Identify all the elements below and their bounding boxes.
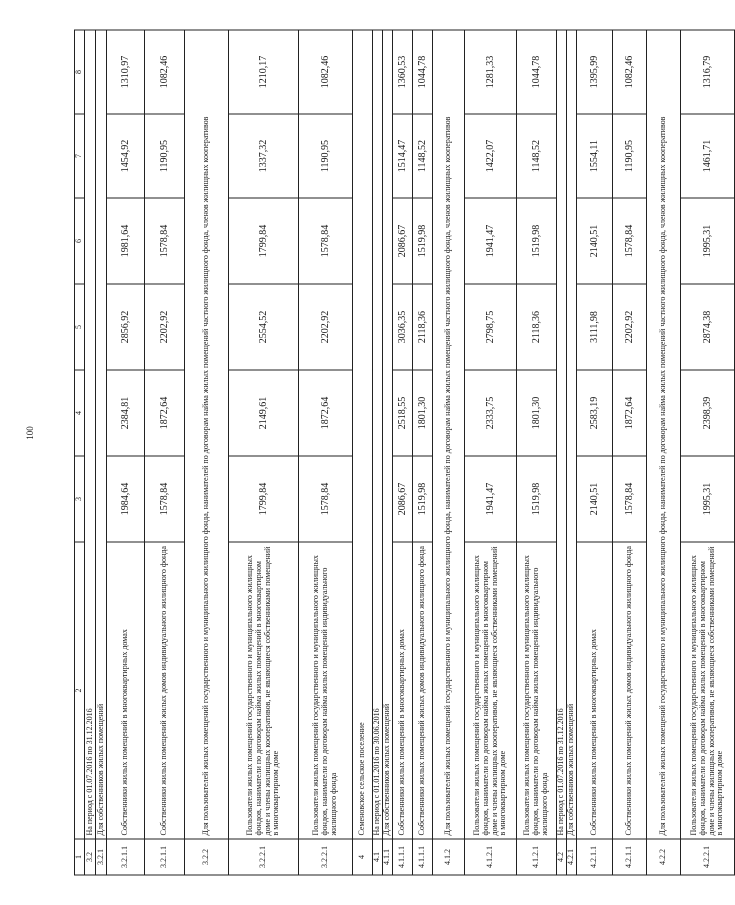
row-description: Собственники жилых помещений жилых домов индивидуального жилищного фонда xyxy=(145,542,185,839)
tariff-value: 1148,52 xyxy=(413,114,433,198)
row-code: 3.2.1 xyxy=(96,839,107,875)
tariff-value: 3036,35 xyxy=(393,284,413,370)
tariff-value: 2554,52 xyxy=(229,284,299,370)
row-code: 4.1.2.1 xyxy=(517,839,557,875)
tariff-value: 1337,32 xyxy=(229,114,299,198)
tariff-value: 1190,95 xyxy=(299,114,353,198)
tariff-value: 1872,64 xyxy=(613,370,647,456)
tariff-value: 2398,39 xyxy=(681,370,735,456)
section-title: На период с 01.01.2016 по 30.06.2016 xyxy=(373,30,383,839)
row-code: 4.1.1 xyxy=(383,839,393,875)
section-title: Для пользователей жилых помещений государственного и муниципального жилищного фонда, нанимателей по договорам найма жилых помещений частного жилищного фонда, членов жилищных кооперативов xyxy=(433,30,465,839)
tariff-value: 1519,98 xyxy=(517,198,557,284)
tariff-value: 1578,84 xyxy=(145,198,185,284)
tariff-value: 1316,79 xyxy=(681,30,735,114)
row-code: 4.1.2 xyxy=(433,839,465,875)
tariff-value: 1995,31 xyxy=(681,456,735,542)
tariff-value: 1422,07 xyxy=(465,114,517,198)
table-row xyxy=(577,30,613,875)
row-description: Собственники жилых помещений в многоквартирных домах xyxy=(577,542,613,839)
table-row xyxy=(229,30,299,875)
section-row xyxy=(433,30,465,875)
section-row xyxy=(567,30,577,875)
tariff-value: 1281,33 xyxy=(465,30,517,114)
column-number: 1 xyxy=(75,839,85,875)
section-row xyxy=(647,30,681,875)
table-row xyxy=(613,30,647,875)
tariff-value: 2140,51 xyxy=(577,198,613,284)
row-description: Пользователи жилых помещений государственного и муниципального жилищных фондов, наниматели по договорам найма жилых помещений в многоквартирном доме и члены жилищных кооперативов, не являющиеся собственниками помещений в многоквартирном доме xyxy=(681,542,735,839)
row-code: 4.1.1.1 xyxy=(393,839,413,875)
table-row xyxy=(465,30,517,875)
tariff-table xyxy=(74,30,735,876)
tariff-value: 1461,71 xyxy=(681,114,735,198)
section-title: Для собственников жилых помещений xyxy=(96,30,107,839)
tariff-value: 1454,92 xyxy=(107,114,145,198)
rotated-page xyxy=(74,31,725,876)
column-number: 4 xyxy=(75,370,85,456)
tariff-value: 1044,78 xyxy=(517,30,557,114)
row-description: Собственники жилых помещений в многоквартирных домах xyxy=(107,542,145,839)
table-row xyxy=(517,30,557,875)
row-description: Пользователи жилых помещений государственного и муниципального жилищных фондов, наниматели по договорам найма жилых помещений в многоквартирном доме и члены жилищных кооперативов, не являющиеся собственниками помещений в многоквартирном доме xyxy=(465,542,517,839)
tariff-value: 1044,78 xyxy=(413,30,433,114)
column-number-row xyxy=(75,30,85,875)
row-code: 3.2.2.1 xyxy=(299,839,353,875)
row-code: 3.2.1.1 xyxy=(145,839,185,875)
section-row xyxy=(85,30,96,875)
section-title: Для пользователей жилых помещений государственного и муниципального жилищного фонда, нанимателей по договорам найма жилых помещений частного жилищного фонда, членов жилищных кооперативов xyxy=(647,30,681,839)
column-number: 2 xyxy=(75,542,85,839)
tariff-value: 1082,46 xyxy=(145,30,185,114)
tariff-value: 1941,47 xyxy=(465,198,517,284)
tariff-value: 1981,64 xyxy=(107,198,145,284)
tariff-value: 2086,67 xyxy=(393,198,413,284)
row-description: Собственники жилых помещений жилых домов индивидуального жилищного фонда xyxy=(613,542,647,839)
table-row xyxy=(107,30,145,875)
tariff-value: 1519,98 xyxy=(517,456,557,542)
section-title: Семеновское сельское поселение xyxy=(353,30,373,839)
row-description: Пользователи жилых помещений государственного и муниципального жилищных фондов, наниматели по договорам найма жилых помещений индивидуального жилищного фонда xyxy=(299,542,353,839)
tariff-value: 1360,53 xyxy=(393,30,413,114)
table-row xyxy=(299,30,353,875)
row-code: 3.2.1.1 xyxy=(107,839,145,875)
tariff-value: 1190,95 xyxy=(145,114,185,198)
tariff-value: 2202,92 xyxy=(613,284,647,370)
column-number: 6 xyxy=(75,198,85,284)
column-number: 5 xyxy=(75,284,85,370)
page-number: 100 xyxy=(25,426,35,440)
tariff-value: 1082,46 xyxy=(613,30,647,114)
tariff-value: 2140,51 xyxy=(577,456,613,542)
tariff-value: 2149,61 xyxy=(229,370,299,456)
tariff-value: 2118,36 xyxy=(517,284,557,370)
section-title: На период с 01.07.2016 по 31.12.2016 xyxy=(85,30,96,839)
tariff-value: 1801,30 xyxy=(517,370,557,456)
tariff-value: 1801,30 xyxy=(413,370,433,456)
tariff-value: 1578,84 xyxy=(299,198,353,284)
tariff-value: 1578,84 xyxy=(299,456,353,542)
tariff-value: 2583,19 xyxy=(577,370,613,456)
column-number: 3 xyxy=(75,456,85,542)
row-code: 4.2.2 xyxy=(647,839,681,875)
tariff-value: 2518,55 xyxy=(393,370,413,456)
tariff-value: 1995,31 xyxy=(681,198,735,284)
tariff-value: 1190,95 xyxy=(613,114,647,198)
table-row xyxy=(413,30,433,875)
row-code: 3.2.2.1 xyxy=(229,839,299,875)
tariff-value: 1148,52 xyxy=(517,114,557,198)
row-code: 3.2.2 xyxy=(185,839,229,875)
row-description: Собственники жилых помещений жилых домов индивидуального жилищного фонда xyxy=(413,542,433,839)
section-title: Для собственников жилых помещений xyxy=(567,30,577,839)
tariff-value: 1799,84 xyxy=(229,456,299,542)
tariff-value: 1210,17 xyxy=(229,30,299,114)
tariff-value: 1519,98 xyxy=(413,198,433,284)
table-row xyxy=(393,30,413,875)
tariff-value: 1984,64 xyxy=(107,456,145,542)
section-row xyxy=(185,30,229,875)
tariff-value: 2086,67 xyxy=(393,456,413,542)
row-code: 4.2.2.1 xyxy=(681,839,735,875)
row-code: 4.2.1.1 xyxy=(613,839,647,875)
table-body xyxy=(75,30,735,875)
row-code: 4.1.2.1 xyxy=(465,839,517,875)
tariff-value: 1941,47 xyxy=(465,456,517,542)
column-number: 7 xyxy=(75,114,85,198)
tariff-value: 2798,75 xyxy=(465,284,517,370)
tariff-value: 3111,98 xyxy=(577,284,613,370)
tariff-value: 2333,75 xyxy=(465,370,517,456)
tariff-value: 1082,46 xyxy=(299,30,353,114)
row-code: 4 xyxy=(353,839,373,875)
section-row xyxy=(557,30,567,875)
tariff-value: 1578,84 xyxy=(613,198,647,284)
tariff-value: 1514,47 xyxy=(393,114,413,198)
row-code: 4.1.1.1 xyxy=(413,839,433,875)
tariff-value: 1395,99 xyxy=(577,30,613,114)
table-row xyxy=(145,30,185,875)
row-code: 4.2.1.1 xyxy=(577,839,613,875)
tariff-value: 2874,38 xyxy=(681,284,735,370)
section-row xyxy=(353,30,373,875)
row-code: 3.2 xyxy=(85,839,96,875)
section-row xyxy=(383,30,393,875)
tariff-value: 2202,92 xyxy=(145,284,185,370)
row-code: 4.2.1 xyxy=(567,839,577,875)
row-description: Пользователи жилых помещений государственного и муниципального жилищных фондов, наниматели по договорам найма жилых помещений в многоквартирном доме и члены жилищных кооперативов, не являющиеся собственниками помещений в многоквартирном доме xyxy=(229,542,299,839)
tariff-value: 1872,64 xyxy=(145,370,185,456)
tariff-value: 2118,36 xyxy=(413,284,433,370)
row-code: 4.2 xyxy=(557,839,567,875)
row-description: Собственники жилых помещений в многоквартирных домах xyxy=(393,542,413,839)
tariff-value: 2856,92 xyxy=(107,284,145,370)
tariff-value: 1578,84 xyxy=(613,456,647,542)
section-row xyxy=(96,30,107,875)
row-description: Пользователи жилых помещений государственного и муниципального жилищных фондов, наниматели по договорам найма жилых помещений индивидуального жилищного фонда xyxy=(517,542,557,839)
tariff-value: 1872,64 xyxy=(299,370,353,456)
section-title: Для пользователей жилых помещений государственного и муниципального жилищного фонда, нанимателей по договорам найма жилых помещений частного жилищного фонда, членов жилищных кооперативов xyxy=(185,30,229,839)
column-number: 8 xyxy=(75,30,85,114)
tariff-value: 2202,92 xyxy=(299,284,353,370)
tariff-value: 2384,81 xyxy=(107,370,145,456)
tariff-value: 1799,84 xyxy=(229,198,299,284)
tariff-value: 1519,98 xyxy=(413,456,433,542)
section-row xyxy=(373,30,383,875)
section-title: Для собственников жилых помещений xyxy=(383,30,393,839)
tariff-value: 1310,97 xyxy=(107,30,145,114)
section-title: На период с 01.07.2016 по 31.12.2016 xyxy=(557,30,567,839)
tariff-value: 1578,84 xyxy=(145,456,185,542)
row-code: 4.1 xyxy=(373,839,383,875)
tariff-value: 1554,11 xyxy=(577,114,613,198)
table-row xyxy=(681,30,735,875)
